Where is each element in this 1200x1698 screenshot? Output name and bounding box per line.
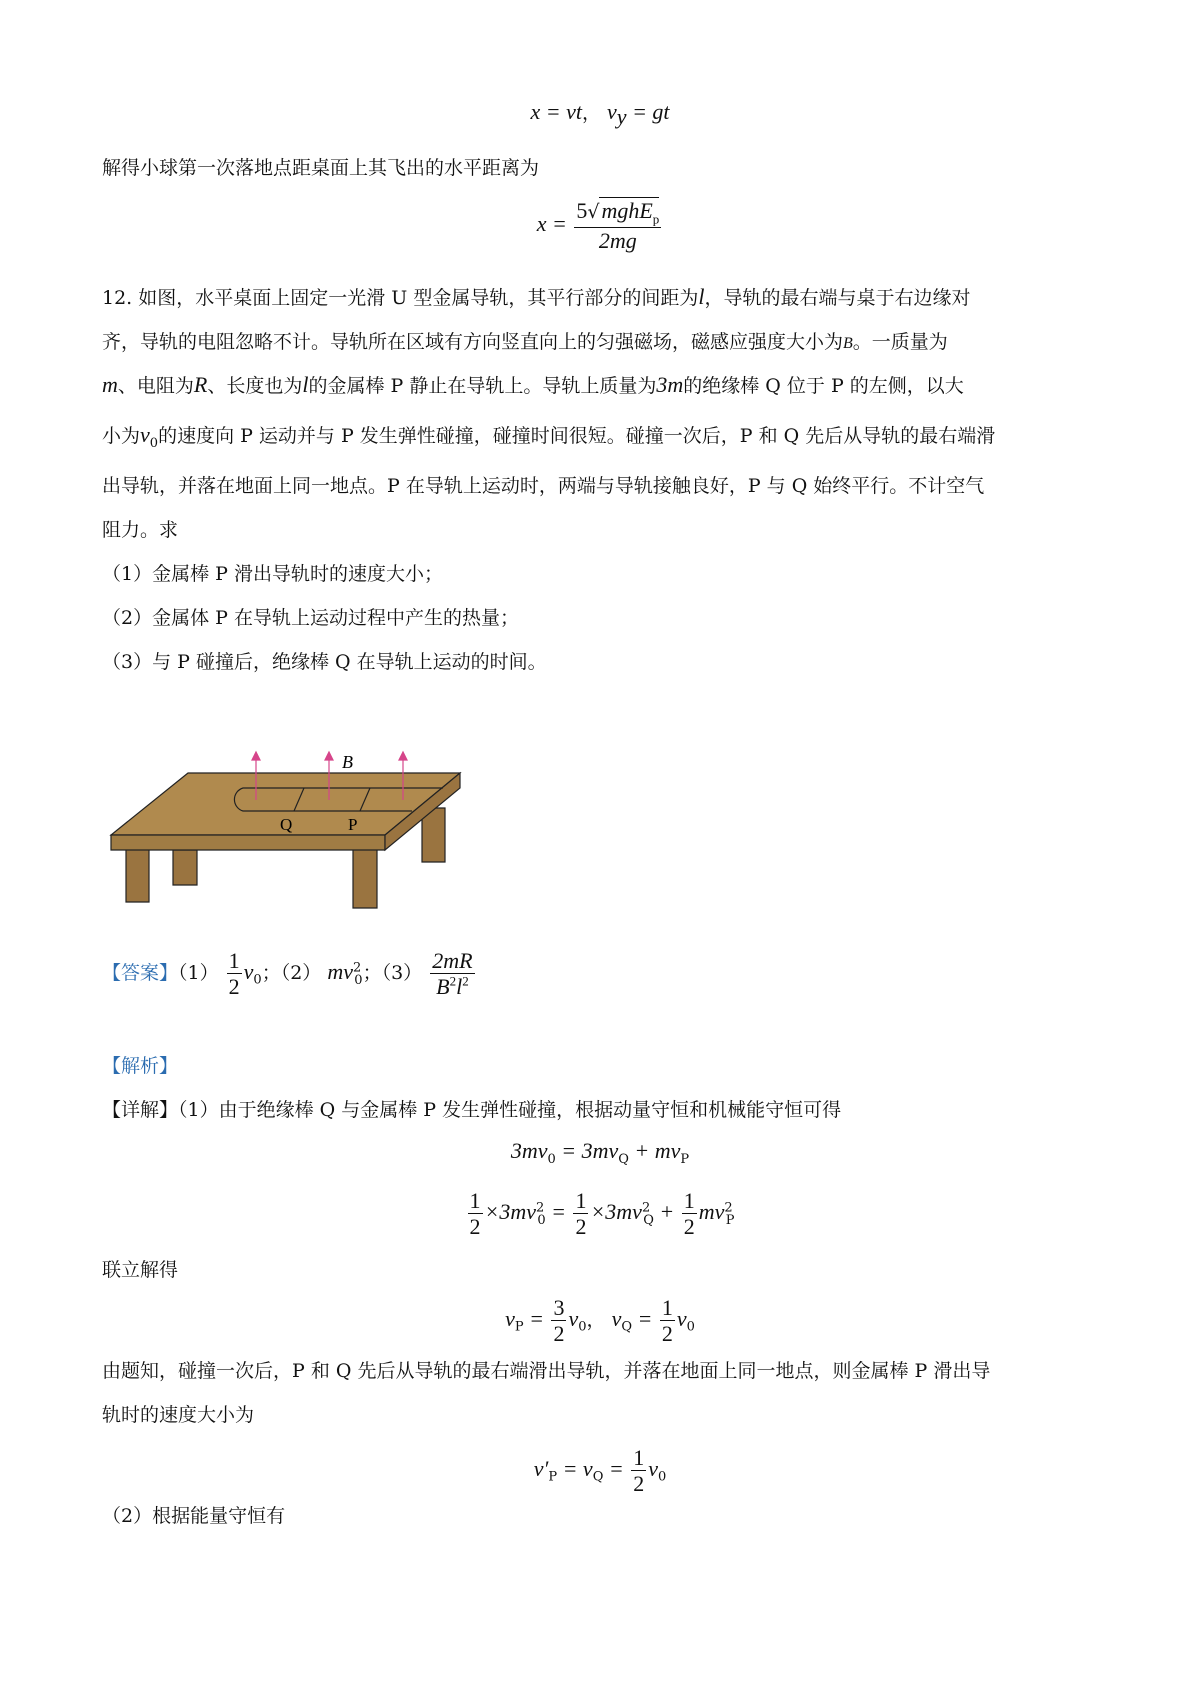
den: 2 [575, 1214, 587, 1240]
sub: 0 [253, 972, 262, 988]
sub: 0 [578, 1319, 587, 1335]
equation-momentum [0, 1138, 1200, 1167]
sub: 0 [354, 972, 363, 988]
t: （2） [280, 961, 322, 984]
t: + [653, 1198, 680, 1224]
eq-x: x = vt [530, 99, 582, 124]
sub: 0 [657, 1469, 667, 1485]
t: 的绝缘棒 Q 位于 P 的左侧，以大 [683, 375, 964, 397]
v: v [676, 1305, 687, 1331]
eq-vy: v [607, 99, 617, 124]
num: 1 [683, 1188, 695, 1213]
t: ， [586, 1308, 606, 1331]
t: 的金属棒 P 静止在导轨上。导轨上质量为 [308, 375, 657, 397]
t: = v [557, 1455, 593, 1481]
fraction: $\frac{5√mghE_p}{2mg}$ [576, 198, 660, 254]
sub: p [652, 211, 660, 227]
equation-final-speed [0, 1445, 1200, 1497]
var-l: l [302, 372, 309, 397]
t: = [632, 1305, 658, 1331]
t: 、电阻为 [117, 375, 194, 397]
table-leg [126, 843, 149, 902]
t: 的速度向 P 运动并与 P 发生弹性碰撞，碰撞时间很短。碰撞一次后，P 和 Q 先后从导轨的最右端滑 [158, 425, 996, 447]
sub: P [548, 1469, 558, 1485]
table-front-edge [111, 835, 385, 850]
v: v′ [533, 1455, 549, 1481]
t: ，导轨的最右端与桌于右边缘对 [704, 287, 971, 309]
label-Q: Q [280, 815, 293, 834]
coef: 5 [576, 198, 588, 223]
analysis-tag: 【解析】 [102, 1055, 179, 1077]
subquestion-1: （1）金属棒 P 滑出导轨时的速度大小； [102, 563, 443, 585]
l: l [456, 974, 463, 1000]
num: 2mR [432, 948, 473, 973]
num: 1 [228, 948, 240, 973]
sub: P [680, 1151, 690, 1167]
sub: P [514, 1319, 524, 1335]
t: ×3mv [484, 1198, 537, 1224]
num: 1 [633, 1445, 645, 1470]
t: （1） [178, 961, 219, 984]
answer-line: 【答案】（1） $\frac{1}{2}$ $v_0$；（2） $mv^2_0$；（3） $\frac{2mR}{B^2l^2}$ [102, 948, 473, 1000]
question-12-line5: 出导轨，并落在地面上同一地点。P 在导轨上运动时，两端与导轨接触良好，P 与 Q 始终平行。不计空气 [102, 475, 985, 497]
t: + mv [628, 1138, 681, 1163]
num: 1 [661, 1295, 673, 1320]
question-12-line6: 阻力。求 [102, 519, 179, 541]
sub: Q [643, 1212, 654, 1228]
question-12-line2 [102, 327, 948, 354]
var-R: R [193, 372, 208, 397]
paragraph: 轨时的速度大小为 [102, 1404, 255, 1426]
sep: ， [581, 102, 601, 124]
t: 小为 [102, 425, 141, 447]
detail-tag: 【详解】 [102, 1099, 179, 1121]
num: 1 [575, 1188, 587, 1213]
sub: y [616, 103, 627, 129]
t: ； [261, 961, 281, 984]
t: = 3mv [555, 1138, 619, 1163]
table-rail-figure [100, 740, 480, 920]
B: B [436, 974, 450, 1000]
lhs: x = [536, 210, 573, 236]
equation-solution [0, 1295, 1200, 1347]
num: 3 [553, 1295, 565, 1320]
sub: P [725, 1212, 735, 1228]
paragraph: 联立解得 [102, 1259, 179, 1281]
subquestion-3: （3）与 P 碰撞后，绝缘棒 Q 在导轨上运动的时间。 [102, 651, 547, 673]
t: （3） [381, 961, 423, 984]
v: v [243, 958, 254, 984]
sub: 0 [686, 1319, 695, 1335]
answer-tag: 【答案】 [102, 961, 179, 984]
question-12-line1 [102, 283, 971, 310]
t: = [545, 1198, 572, 1224]
t: 齐，导轨的电阻忽略不计。导轨所在区域有方向竖直向上的匀强磁场，磁感应强度大小为 [102, 331, 844, 353]
t: 3mv [510, 1138, 548, 1163]
table-leg [353, 845, 377, 908]
equation-energy: $\frac{1}{2}$ $\times 3mv^2_0$ = $\frac{1}{2}$ $\times 3mv^2_Q$ + $\frac{1}{2}$ $mv^2_P$ [469, 1188, 735, 1240]
t: = [603, 1455, 630, 1481]
equation-projectile [0, 98, 1200, 130]
sub: 0 [547, 1151, 556, 1167]
question-12-line3 [102, 371, 964, 398]
den: 2 [683, 1214, 695, 1240]
equation-distance [0, 198, 1200, 254]
paragraph: 解得小球第一次落地点距桌面上其飞出的水平距离为 [102, 157, 540, 179]
eq-gt: = gt [626, 99, 670, 124]
question-12-line4 [102, 421, 995, 451]
t: mv [698, 1198, 725, 1224]
var-v: v [140, 422, 150, 447]
den: 2 [228, 974, 240, 1000]
num: 1 [469, 1188, 481, 1213]
den: 2 [553, 1321, 565, 1347]
t: = [523, 1305, 550, 1331]
den: 2 [633, 1471, 645, 1497]
radicand: mghE [601, 198, 653, 223]
t: 。一质量为 [852, 331, 948, 353]
v: v [568, 1305, 579, 1331]
paragraph: （2）根据能量守恒有 [102, 1505, 286, 1527]
var-m: m [102, 372, 118, 397]
label-B: B [342, 752, 353, 772]
v: v [505, 1305, 515, 1331]
t: （1）由于绝缘棒 Q 与金属棒 P 发生弹性碰撞，根据动量守恒和机械能守恒可得 [178, 1099, 842, 1121]
denominator: 2mg [598, 228, 637, 254]
var-B: B [843, 335, 853, 352]
var-3m: 3m [656, 372, 684, 397]
paragraph: 由题知，碰撞一次后，P 和 Q 先后从导轨的最右端滑出导轨，并落在地面上同一地点，则金属棒 P 滑出导 [102, 1360, 991, 1382]
sub: Q [592, 1469, 604, 1485]
den: 2 [469, 1214, 481, 1240]
subquestion-2: （2）金属体 P 在导轨上运动过程中产生的热量； [102, 607, 519, 629]
den: 2 [661, 1321, 673, 1347]
t: 、长度也为 [207, 375, 303, 397]
label-P: P [348, 815, 358, 834]
table-leg [173, 850, 197, 885]
t: ； [362, 961, 382, 984]
v: v [611, 1305, 622, 1331]
detail-line [102, 1095, 841, 1122]
t: 12. 如图，水平桌面上固定一光滑 U 型金属导轨，其平行部分的间距为 [102, 287, 699, 309]
var-l: l [698, 284, 705, 309]
mv: mv [327, 958, 354, 984]
t: ×3mv [590, 1198, 642, 1224]
sub: 0 [149, 435, 159, 451]
sub: Q [618, 1151, 629, 1167]
sub: Q [621, 1319, 632, 1335]
v: v [648, 1455, 658, 1481]
